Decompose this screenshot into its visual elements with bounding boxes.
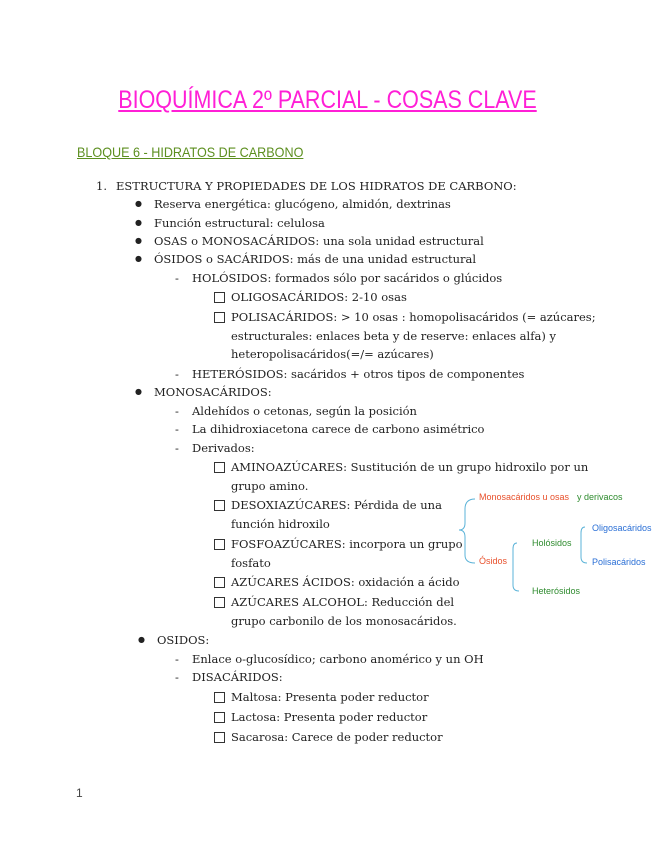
list-item: AMINOAZÚCARES: Sustitución de un grupo hidroxilo por un — [231, 460, 589, 474]
checkbox[interactable] — [214, 462, 225, 473]
dash-marker: - — [175, 367, 179, 381]
list-item: Función estructural: celulosa — [154, 216, 325, 230]
list-item-continued: función hidroxilo — [231, 517, 330, 531]
list-item: AZÚCARES ALCOHOL: Reducción del — [231, 595, 455, 609]
list-item: Enlace o-glucosídico; carbono anomérico y un OH — [192, 652, 484, 666]
list-item-continued: estructurales: enlaces beta y de reserve: enlaces alfa) y — [231, 329, 556, 343]
list-item: Maltosa: Presenta poder reductor — [231, 690, 429, 704]
list-item: OSAS o MONOSACÁRIDOS: una sola unidad estructural — [154, 234, 484, 248]
list-item: DESOXIAZÚCARES: Pérdida de una — [231, 498, 442, 512]
checkbox[interactable] — [214, 577, 225, 588]
list-item-continued: fosfato — [231, 556, 271, 570]
list-item: Aldehídos o cetonas, según la posición — [192, 404, 417, 418]
list-item: MONOSACÁRIDOS: — [154, 385, 272, 399]
list-item: HOLÓSIDOS: formados sólo por sacáridos o glúcidos — [192, 271, 503, 285]
page-number: 1 — [76, 786, 83, 800]
checkbox[interactable] — [214, 732, 225, 743]
osidos-bracket — [513, 543, 519, 591]
dash-marker: - — [175, 271, 179, 285]
dash-marker: - — [175, 670, 179, 684]
list-item: La dihidroxiacetona carece de carbono asimétrico — [192, 422, 485, 436]
list-item: ESTRUCTURA Y PROPIEDADES DE LOS HIDRATOS DE CARBONO: — [116, 179, 517, 193]
list-item: AZÚCARES ÁCIDOS: oxidación a ácido — [231, 575, 460, 589]
list-item: OLIGOSACÁRIDOS: 2-10 osas — [231, 290, 407, 304]
list-number: 1. — [96, 179, 107, 193]
diagram-mono-derivados: y derivacos — [577, 492, 623, 502]
bullet-icon: ● — [135, 199, 142, 208]
list-item: Derivados: — [192, 441, 255, 455]
checkbox[interactable] — [214, 597, 225, 608]
checkbox[interactable] — [214, 292, 225, 303]
list-item-continued: grupo carbonilo de los monosacáridos. — [231, 614, 457, 628]
page-title: BIOQUÍMICA 2º PARCIAL - COSAS CLAVE — [118, 86, 537, 114]
dash-marker: - — [175, 404, 179, 418]
main-bracket — [459, 499, 475, 563]
list-item: Sacarosa: Carece de poder reductor — [231, 730, 443, 744]
list-item: FOSFOAZÚCARES: incorpora un grupo — [231, 537, 463, 551]
diagram-mono-label: Monosacáridos u osas — [479, 492, 570, 502]
bullet-icon: ● — [135, 218, 142, 227]
list-item: Reserva energética: glucógeno, almidón, dextrinas — [154, 197, 451, 211]
list-item-continued: heteropolisacáridos(=/= azúcares) — [231, 347, 434, 361]
checkbox[interactable] — [214, 539, 225, 550]
holosidos-bracket — [581, 527, 587, 563]
diagram-oligosacaridos: Oligosacáridos — [592, 523, 652, 533]
diagram-heterosidos: Heterósidos — [532, 586, 581, 596]
dash-marker: - — [175, 652, 179, 666]
bullet-icon: ● — [135, 254, 142, 263]
diagram-osidos: Ósidos — [479, 556, 508, 566]
list-item-continued: grupo amino. — [231, 479, 309, 493]
section-heading: BLOQUE 6 - HIDRATOS DE CARBONO — [77, 144, 304, 160]
bullet-icon: ● — [135, 387, 142, 396]
list-item: ÓSIDOS o SACÁRIDOS: más de una unidad estructural — [154, 252, 477, 266]
list-item: DISACÁRIDOS: — [192, 670, 283, 684]
checkbox[interactable] — [214, 312, 225, 323]
checkbox[interactable] — [214, 692, 225, 703]
bullet-icon: ● — [138, 635, 145, 644]
bullet-icon: ● — [135, 236, 142, 245]
list-item: Lactosa: Presenta poder reductor — [231, 710, 428, 724]
diagram-polisacaridos: Polisacáridos — [592, 557, 646, 567]
list-item: POLISACÁRIDOS: > 10 osas : homopolisacáridos (= azúcares; — [231, 310, 596, 324]
checkbox[interactable] — [214, 712, 225, 723]
dash-marker: - — [175, 422, 179, 436]
diagram-holosidos: Holósidos — [532, 538, 572, 548]
checkbox[interactable] — [214, 500, 225, 511]
list-item: OSIDOS: — [157, 633, 210, 647]
dash-marker: - — [175, 441, 179, 455]
list-item: HETERÓSIDOS: sacáridos + otros tipos de componentes — [192, 367, 525, 381]
